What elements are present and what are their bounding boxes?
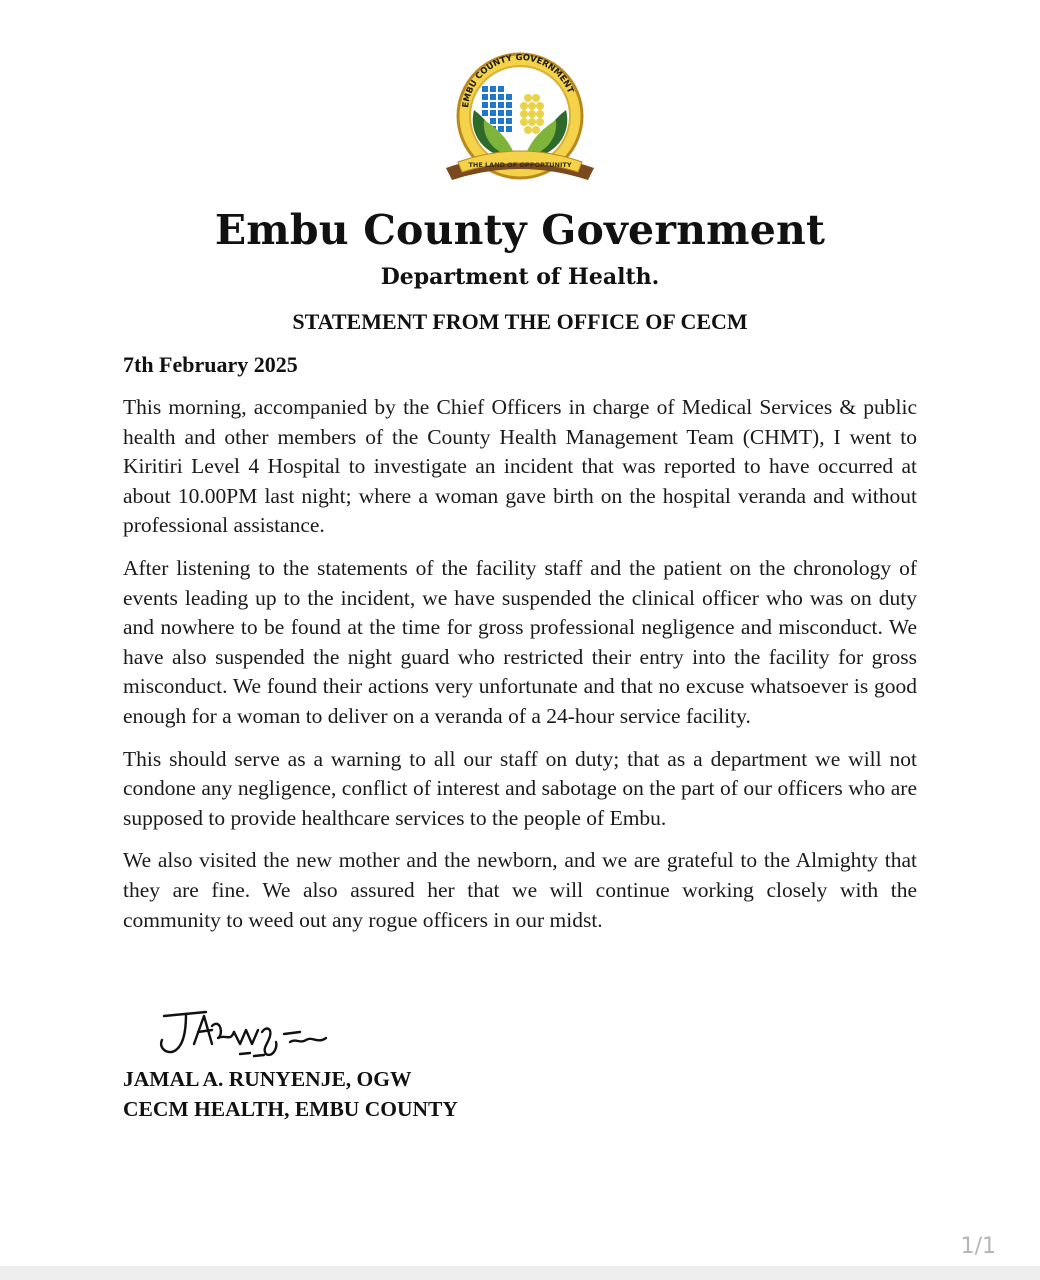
- embu-county-crest-icon: [438, 50, 602, 190]
- body-paragraph: This should serve as a warning to all our staff on duty; that as a department we will not condone any negligence, conflict of interest and sabotage on the part of our officers who are supposed to provide healthcare services to the people of Embu.: [123, 746, 917, 830]
- svg-text:EMBU COUNTY GOVERNMENT: EMBU COUNTY GOVERNMENT: [461, 52, 576, 109]
- page-indicator: 1/1: [960, 1234, 996, 1259]
- statement-date: 7th February 2025: [123, 352, 298, 377]
- viewer-bottom-bar: [0, 1266, 1040, 1280]
- statement-body: [123, 393, 917, 948]
- signer-name: JAMAL A. RUNYENJE, OGW: [123, 1067, 412, 1091]
- signer-block: [123, 1064, 458, 1124]
- svg-text:THE LAND OF OPPORTUNITY: THE LAND OF OPPORTUNITY: [468, 161, 572, 169]
- body-paragraph: This morning, accompanied by the Chief Officers in charge of Medical Services & public health and other members of the County Health Management Team (CHMT), I went to Kiritiri Level 4 Hospital to investigate an incident that was reported to have occurred at about 10.00PM last night; where a woman gave birth on the hospital veranda and without professional assistance.: [123, 395, 917, 538]
- body-paragraph: We also visited the new mother and the newborn, and we are grateful to the Almighty that they are fine. We also assured her that we will continue working closely with the community to weed out any rogue officers in our midst.: [123, 848, 917, 932]
- department-title: Department of Health.: [380, 264, 660, 290]
- body-paragraph: After listening to the statements of the facility staff and the patient on the chronology of events leading up to the incident, we have suspended the clinical officer who was on duty and nowhere to be found at the time for gross professional negligence and misconduct. We have also suspended the night guard who restricted their entry into the facility for gross misconduct. We found their actions very unfortunate and that no excuse whatsoever is good enough for a woman to deliver on a veranda of a 24-hour service facility.: [123, 555, 917, 728]
- organization-title: Embu County Government: [214, 206, 826, 254]
- handwritten-signature-icon: [150, 1004, 340, 1064]
- statement-title: STATEMENT FROM THE OFFICE OF CECM: [292, 309, 748, 334]
- signer-title: CECM HEALTH, EMBU COUNTY: [123, 1097, 458, 1121]
